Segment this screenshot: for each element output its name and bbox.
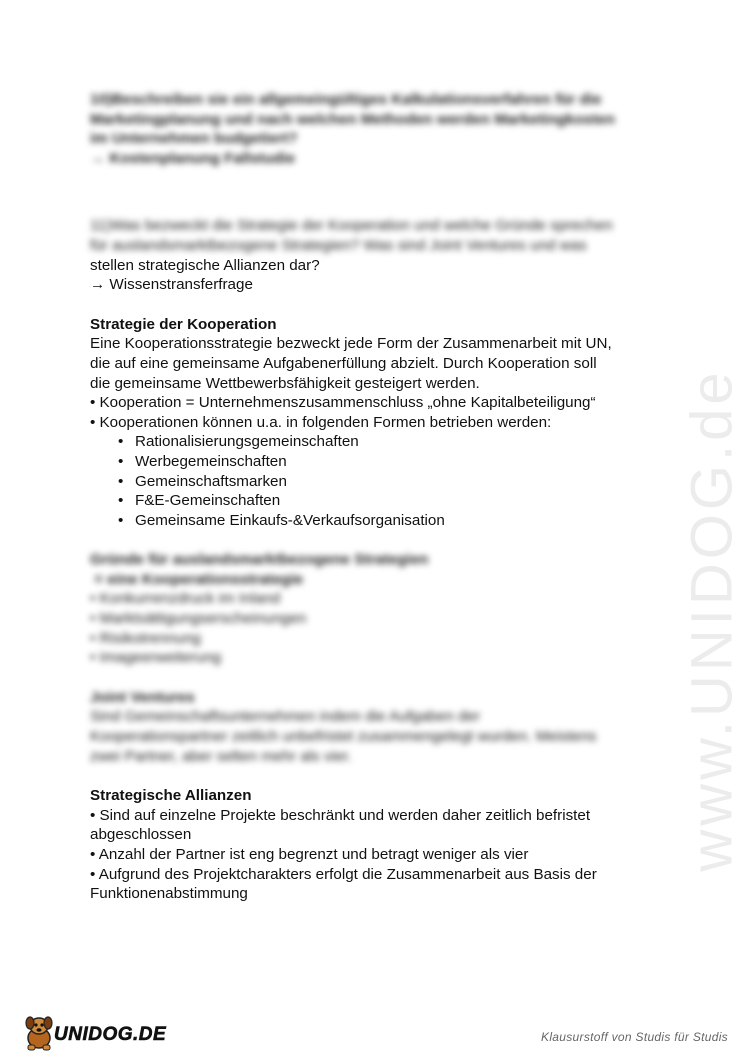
section-heading: Strategie der Kooperation xyxy=(90,315,277,333)
q10-answer: → Kostenplanung Fallstudie xyxy=(90,149,296,167)
section-subheading: = eine Kooperationsstrategie xyxy=(90,570,304,588)
bullet-item: • Aufgrund des Projektcharakters erfolgt die Zusammenarbeit aus Basis der xyxy=(90,865,597,883)
section-kooperation xyxy=(90,315,670,531)
list-item: • Werbegemeinschaften xyxy=(118,452,670,472)
section-heading: Joint Ventures xyxy=(90,688,195,706)
q11-line: für auslandsmarktbezogene Strategien? Was sind Joint Ventures und was xyxy=(90,236,587,254)
q11-line: stellen strategische Allianzen dar? xyxy=(90,256,320,274)
q10-line: 10)Beschreiben sie ein allgemeingültiges Kalkulationsverfahren für die xyxy=(90,91,602,108)
section-gruende xyxy=(90,550,670,668)
dog-mascot-icon xyxy=(22,1012,56,1052)
paragraph-line: Eine Kooperationsstrategie bezweckt jede Form der Zusammenarbeit mit UN, xyxy=(90,335,612,353)
paragraph-line: Sind Gemeinschaftsunternehmen indem die Aufgaben der xyxy=(90,708,481,726)
section-heading: Strategische Allianzen xyxy=(90,787,252,805)
q11-line: 11)Was bezweckt die Strategie der Kooperation und welche Gründe sprechen xyxy=(90,217,613,235)
forms-list xyxy=(90,432,670,530)
unidog-logo[interactable] xyxy=(22,1012,167,1054)
bullet-item: • Sind auf einzelne Projekte beschränkt und werden daher zeitlich befristet xyxy=(90,806,591,824)
list-item: • Gemeinsame Einkaufs-&Verkaufsorganisation xyxy=(118,511,670,531)
bullet-item: • Kooperation = Unternehmenszusammenschluss „ohne Kapitalbeteiligung“ xyxy=(90,394,596,412)
paragraph-line: Kooperationspartner zeitlich unbefristet zusammengelegt wurden. Meistens xyxy=(90,728,597,746)
paragraph-line: zwei Partner, aber selten mehr als vier. xyxy=(90,747,352,765)
list-item: • F&E-Gemeinschaften xyxy=(118,491,670,511)
watermark: www.UNIDOG.de xyxy=(679,368,745,872)
section-heading: Gründe für auslandsmarktbezogene Strategien xyxy=(90,551,429,569)
paragraph-line: die gemeinsame Wettbewerbsfähigkeit gesteigert werden. xyxy=(90,374,480,392)
list-item: • Gemeinschaftsmarken xyxy=(118,472,670,492)
section-joint-ventures xyxy=(90,688,670,766)
q11-answer: → Wissenstransferfrage xyxy=(90,276,253,294)
bullet-item: • Kooperationen können u.a. in folgenden Formen betrieben werden: xyxy=(90,413,552,431)
document-body xyxy=(90,90,670,904)
q10-line: im Unternehmen budgetiert? xyxy=(90,130,298,148)
bullet-item: • Imageerweiterung xyxy=(90,649,222,667)
bullet-item: • Marktsättigungserscheinungen xyxy=(90,610,307,628)
q10-line: Marketingplanung und nach welchen Methoden werden Marketingkosten xyxy=(90,110,615,128)
paragraph-line: Funktionenabstimmung xyxy=(90,885,248,903)
paragraph-line: die auf eine gemeinsame Aufgabenerfüllung abzielt. Durch Kooperation soll xyxy=(90,354,597,372)
list-item: • Rationalisierungsgemeinschaften xyxy=(118,432,670,452)
section-allianzen xyxy=(90,786,670,904)
paragraph-line: abgeschlossen xyxy=(90,826,192,844)
question-11 xyxy=(90,216,670,294)
bullet-item: • Konkurrenzdruck im Inland xyxy=(90,590,281,608)
footer-tagline: Klausurstoff von Studis für Studis xyxy=(541,1030,728,1044)
bullet-item: • Anzahl der Partner ist eng begrenzt und betragt weniger als vier xyxy=(90,846,529,863)
logo-text: UNIDOG.DE xyxy=(54,1024,167,1045)
question-10 xyxy=(90,90,670,168)
bullet-item: • Risikotrennung xyxy=(90,629,201,647)
